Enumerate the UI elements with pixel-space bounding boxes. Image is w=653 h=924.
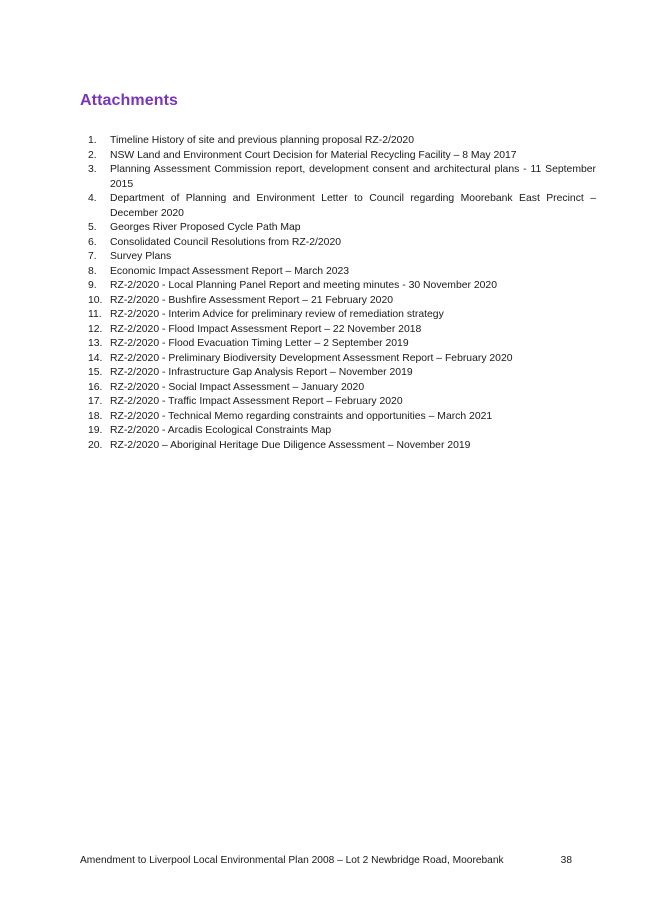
list-item-text: RZ-2/2020 - Social Impact Assessment – January 2020 xyxy=(110,381,365,393)
list-item-number: 14. xyxy=(88,352,103,364)
list-item-text: Consolidated Council Resolutions from RZ-2/2020 xyxy=(110,236,342,248)
list-item xyxy=(80,395,596,410)
list-item-number: 8. xyxy=(88,265,97,277)
list-item-text: Economic Impact Assessment Report – March 2023 xyxy=(110,265,350,277)
list-item-text: RZ-2/2020 - Flood Evacuation Timing Letter – 2 September 2019 xyxy=(110,338,409,349)
list-item-number: 16. xyxy=(88,381,103,393)
list-item xyxy=(80,439,596,454)
list-item xyxy=(80,323,596,338)
list-item-number: 19. xyxy=(88,425,103,436)
section-heading: Attachments xyxy=(80,92,179,109)
list-item-number: 17. xyxy=(88,396,103,407)
list-item-text: Department of Planning and Environment Letter to Council regarding Moorebank East Precinct – December 2020 xyxy=(110,193,596,219)
list-item xyxy=(80,149,596,164)
list-item-number: 20. xyxy=(88,439,103,451)
list-item xyxy=(80,192,596,221)
list-item-text: RZ-2/2020 - Preliminary Biodiversity Development Assessment Report – February 2020 xyxy=(110,352,513,364)
attachments-list xyxy=(80,134,596,453)
list-item xyxy=(80,337,596,352)
list-item xyxy=(80,221,596,236)
list-item xyxy=(80,410,596,425)
list-item xyxy=(80,308,596,323)
list-item xyxy=(80,294,596,309)
list-item-text: RZ-2/2020 - Interim Advice for preliminary review of remediation strategy xyxy=(110,309,444,320)
list-item-text: Planning Assessment Commission report, development consent and architectural plans - 11 September 2015 xyxy=(110,164,596,190)
list-item-number: 2. xyxy=(88,149,97,161)
list-item-text: RZ-2/2020 - Technical Memo regarding constraints and opportunities – March 2021 xyxy=(110,410,493,422)
list-item-number: 1. xyxy=(88,135,97,146)
list-item-text: RZ-2/2020 - Local Planning Panel Report and meeting minutes - 30 November 2020 xyxy=(110,280,497,291)
list-item xyxy=(80,236,596,251)
list-item xyxy=(80,424,596,439)
list-item xyxy=(80,134,596,149)
list-item xyxy=(80,381,596,396)
list-item-number: 6. xyxy=(88,236,97,248)
list-item-text: RZ-2/2020 - Bushfire Assessment Report – 21 February 2020 xyxy=(110,294,393,306)
list-item xyxy=(80,163,596,192)
list-item-number: 3. xyxy=(88,164,97,175)
list-item-number: 18. xyxy=(88,410,103,422)
list-item-number: 9. xyxy=(88,280,97,291)
list-item-text: RZ-2/2020 – Aboriginal Heritage Due Diligence Assessment – November 2019 xyxy=(110,439,471,451)
list-item-number: 4. xyxy=(88,193,97,204)
list-item-text: RZ-2/2020 - Arcadis Ecological Constraints Map xyxy=(110,425,332,436)
list-item-number: 10. xyxy=(88,294,103,306)
list-item-number: 7. xyxy=(88,251,97,262)
list-item-text: RZ-2/2020 - Infrastructure Gap Analysis Report – November 2019 xyxy=(110,367,413,378)
list-item-text: Survey Plans xyxy=(110,251,172,262)
list-item-text: Timeline History of site and previous planning proposal RZ-2/2020 xyxy=(110,135,414,146)
list-item-number: 11. xyxy=(88,309,102,320)
footer-page-number: 38 xyxy=(560,855,572,866)
list-item xyxy=(80,352,596,367)
list-item-text: Georges River Proposed Cycle Path Map xyxy=(110,222,301,233)
page-footer xyxy=(80,855,572,866)
list-item-number: 5. xyxy=(88,222,97,233)
list-item-number: 15. xyxy=(88,367,103,378)
list-item-number: 13. xyxy=(88,338,103,349)
list-item-text: RZ-2/2020 - Flood Impact Assessment Report – 22 November 2018 xyxy=(110,323,422,335)
list-item xyxy=(80,366,596,381)
list-item-number: 12. xyxy=(88,323,103,335)
list-item xyxy=(80,250,596,265)
list-item-text: NSW Land and Environment Court Decision for Material Recycling Facility – 8 May 2017 xyxy=(110,149,517,161)
footer-document-title: Amendment to Liverpool Local Environmental Plan 2008 – Lot 2 Newbridge Road, Moorebank xyxy=(80,855,504,866)
list-item xyxy=(80,279,596,294)
list-item-text: RZ-2/2020 - Traffic Impact Assessment Report – February 2020 xyxy=(110,396,403,407)
list-item xyxy=(80,265,596,280)
